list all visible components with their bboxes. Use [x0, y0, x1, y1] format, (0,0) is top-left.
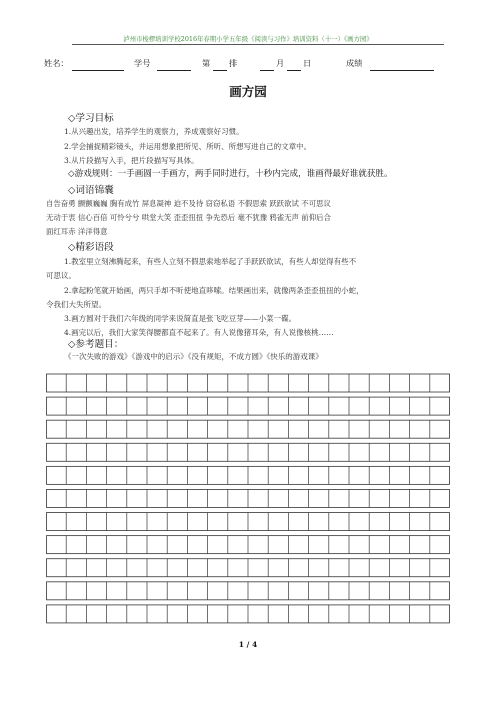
page-number: 1 / 4: [238, 640, 258, 649]
phrase-1-line-1: 1.教室里立刻沸腾起来，有些人立刻不假思索地举起了手跃跃欲试，有些人却觉得有些不: [64, 257, 357, 266]
phrase-1-line-2: 可思议。: [46, 271, 76, 280]
header-text: 泸州市梭椤培训学校2016年春期小学五年级《阅读与习作》培训资料（十一）《画方园》: [123, 35, 373, 43]
id-label: 学号: [134, 58, 151, 68]
words-line-2: 无动于衷 信心百倍 可怜兮兮 哄堂大笑 歪歪扭扭 争先恐后 毫不犹豫 鸦雀无声 前仰后合: [46, 213, 331, 222]
words-line-1: 自告奋勇 颤颤巍巍 胸有成竹 屏息凝神 迫不及待 窃窃私语 不假思索 跃跃欲试 不可思议: [46, 199, 331, 208]
goals-heading: ◇学习目标: [68, 113, 114, 124]
month-blank: [260, 70, 274, 71]
topics-text: 《一次失败的游戏》《游戏中的启示》《没有规矩，不成方圆》《快乐的游戏课》: [64, 352, 323, 361]
phrase-4-line-1: 4.画完以后，我们大家笑得腰都直不起来了。有人说像猪耳朵，有人说像核桃……: [64, 328, 334, 337]
phrases-heading: ◇精彩语段: [68, 242, 114, 253]
name-label: 姓名：: [44, 58, 69, 68]
words-heading: ◇词语锦囊: [68, 185, 114, 196]
goal-line-2: 2.学会捕捉精彩镜头，并运用想象把所见、所听、所想写进自己的文章中。: [64, 142, 312, 151]
words-line-3: 面红耳赤 洋洋得意: [46, 227, 108, 236]
score-blank: [370, 70, 434, 71]
row-label: 排: [229, 58, 238, 68]
day-label: 日: [303, 58, 312, 68]
goal-line-1: 1.从兴趣出发，培养学生的观察力，养成观察好习惯。: [64, 127, 244, 136]
topics-heading: ◇参考题目：: [68, 339, 124, 350]
goal-line-3: 3.从片段描写入手，把片段描写写具体。: [64, 156, 199, 165]
month-label: 月: [276, 58, 285, 68]
phrase-2-line-1: 2.拿起粉笔就开始画，两只手却不听使地直哆嗦。结果画出来，就像两条歪歪扭扭的小蛇，: [64, 286, 364, 295]
class-label: 第: [202, 58, 211, 68]
day-blank: [287, 70, 301, 71]
header-divider: [72, 44, 444, 45]
rules-text: ◇游戏规则：一手画圆一手画方，两手同时进行，十秒内完成，谁画得最好谁就获胜。: [68, 169, 393, 179]
id-blank: [157, 70, 191, 71]
page-title: 画方园: [229, 84, 267, 99]
name-blank: [72, 70, 124, 71]
class-blank: [213, 70, 227, 71]
phrase-3-line-1: 3.画方圆对于我们六年级的同学来说简直是张飞吃豆芽——小菜一碟。: [64, 314, 297, 323]
phrase-2-line-2: 令我们大失所望。: [46, 300, 106, 309]
writing-grid: [46, 366, 450, 634]
score-label: 成绩: [346, 58, 363, 68]
